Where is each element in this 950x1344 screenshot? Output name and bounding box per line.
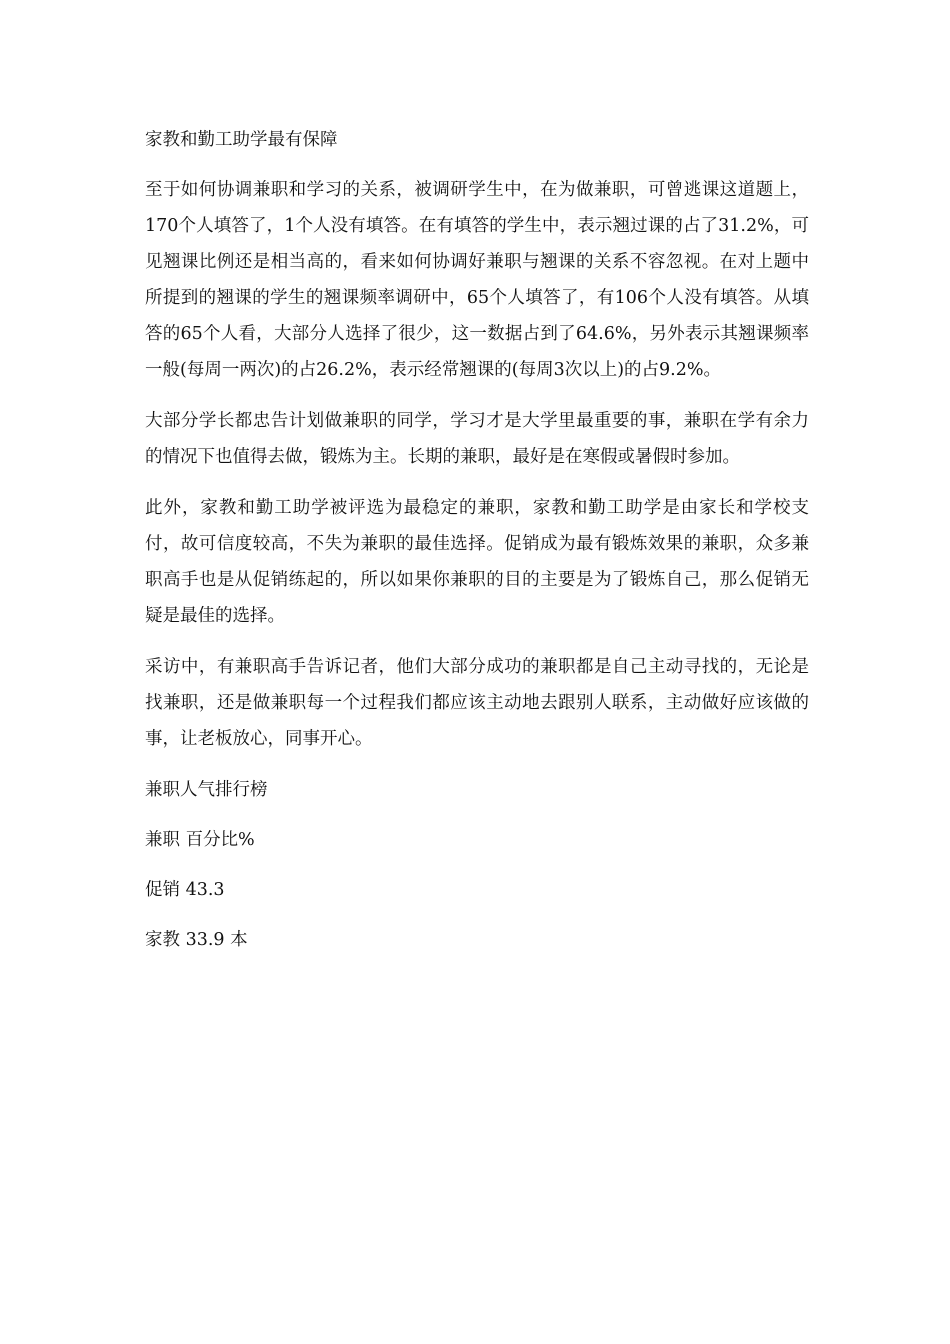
- ranking-row: 促销 43.3: [145, 880, 225, 900]
- paragraph-stable-jobs: 此外，家教和勤工助学被评选为最稳定的兼职，家教和勤工助学是由家长和学校支付，故可信度较高，不失为兼职的最佳选择。促销成为最有锻炼效果的兼职，众多兼职高手也是从促销练起的，所以如果你兼职的目的主要是为了锻炼自己，那么促销无疑是最佳的选择。: [145, 498, 809, 626]
- ranking-title: 兼职人气排行榜: [145, 780, 268, 800]
- paragraph-senior-advice: 大部分学长都忠告计划做兼职的同学，学习才是大学里最重要的事，兼职在学有余力的情况下也值得去做，锻炼为主。长期的兼职，最好是在寒假或暑假时参加。: [145, 411, 809, 467]
- paragraph-skipping-class: 至于如何协调兼职和学习的关系，被调研学生中，在为做兼职，可曾逃课这道题上，170个人填答了，1个人没有填答。在有填答的学生中，表示翘过课的占了31.2%，可见翘课比例还是相当高的，看来如何协调好兼职与翘课的关系不容忽视。在对上题中所提到的翘课的学生的翘课频率调研中，65个人填答了，有106个人没有填答。从填答的65个人看，大部分人选择了很少，这一数据占到了64.6%，另外表示其翘课频率一般(每周一两次)的占26.2%，表示经常翘课的(每周3次以上)的占9.2%。: [145, 180, 809, 380]
- ranking-row: 家教 33.9 本: [145, 930, 248, 950]
- document-body: [145, 122, 809, 958]
- section-heading: 家教和勤工助学最有保障: [145, 130, 338, 150]
- paragraph-interview: 采访中，有兼职高手告诉记者，他们大部分成功的兼职都是自己主动寻找的，无论是找兼职，还是做兼职每一个过程我们都应该主动地去跟别人联系，主动做好应该做的事，让老板放心，同事开心。: [145, 657, 809, 749]
- ranking-header: 兼职 百分比%: [145, 830, 255, 850]
